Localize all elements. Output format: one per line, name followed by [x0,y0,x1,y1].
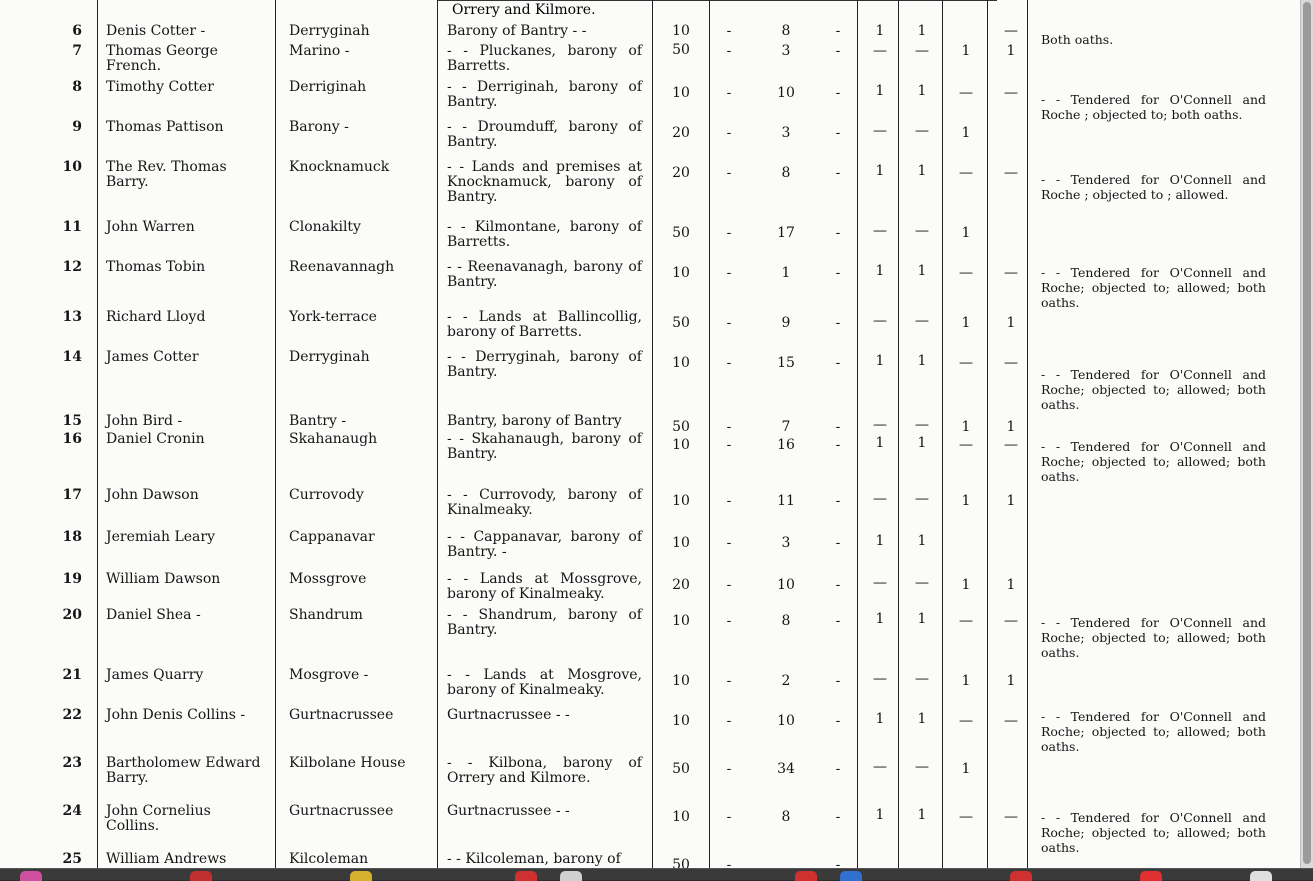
property-value: 50 [672,857,690,868]
property-value: 20 [672,125,690,141]
separator-dash: - [835,419,841,435]
property-value: 10 [672,535,690,551]
tally-cell: — [1004,613,1018,629]
separator-dash: - [835,265,841,281]
separator-dash: - [835,85,841,101]
note-cell: - - Tendered for O'Connell and Roche; objected to; allowed; both oaths. [1041,709,1266,754]
row-number: 23 [62,755,82,771]
voter-name: Daniel Cronin [106,431,205,447]
voter-abode: Mossgrove [289,571,367,587]
property-description: - - Kilmontane, barony of Barretts. [447,219,642,250]
tally-cell: 1 [961,43,971,59]
separator-dash: - [835,165,841,181]
years-value: 7 [781,419,791,435]
separator-dash: - [726,43,732,59]
property-value: 50 [672,225,690,241]
property-value: 10 [672,613,690,629]
tally-cell: 1 [1006,673,1016,689]
column-rule [942,0,943,868]
tally-cell: — [915,313,929,329]
separator-dash: - [726,225,732,241]
years-value: 1 [781,265,791,281]
tally-cell: — [1004,437,1018,453]
column-rule [652,0,653,868]
property-value: 50 [672,419,690,435]
years-value: 2 [781,673,791,689]
note-cell: - - Tendered for O'Connell and Roche; objected to; allowed; both oaths. [1041,615,1266,660]
voter-name: Jeremiah Leary [106,529,215,545]
voter-name: James Quarry [106,667,204,683]
separator-dash: - [835,673,841,689]
property-description: - - Skahanaugh, barony of Bantry. [447,431,642,462]
separator-dash: - [726,355,732,371]
separator-dash: - [835,125,841,141]
row-number: 24 [62,803,82,819]
tally-cell: 1 [961,125,971,141]
voter-name: John Denis Collins - [106,707,246,723]
years-value: 10 [777,85,795,101]
voter-name: William Andrews [106,851,227,867]
tally-cell: — [1004,165,1018,181]
row-number: 11 [62,219,82,235]
years-value: 34 [777,761,795,777]
tally-cell: 1 [917,711,927,727]
voter-abode: York-terrace [289,309,377,325]
tally-cell: 1 [875,611,885,627]
row-number: 6 [72,23,82,39]
separator-dash: - [726,713,732,729]
separator-dash: - [726,761,732,777]
voter-name: Denis Cotter - [106,23,206,39]
voter-abode: Reenavannagh [289,259,395,275]
years-value: 3 [781,535,791,551]
separator-dash: - [726,23,732,39]
property-description: - - Kilcoleman, barony of [447,851,621,867]
row-number: 14 [62,349,82,365]
tally-cell: 1 [1006,43,1016,59]
voter-name: James Cotter [106,349,199,365]
property-description: - - Reenavanagh, barony of Bantry. [447,259,642,290]
tally-cell: — [915,575,929,591]
tally-cell: 1 [961,225,971,241]
years-value: 9 [781,315,791,331]
table-top-rule [437,0,997,1]
property-description: - - Kilbona, barony of Orrery and Kilmore. [447,755,642,786]
years-value: 8 [781,23,791,39]
property-value: 10 [672,23,690,39]
column-rule [275,0,276,868]
tally-cell: — [915,417,929,433]
vertical-scrollbar[interactable] [1300,0,1313,868]
column-rule [857,0,858,868]
note-cell: - - Tendered for O'Connell and Roche; objected to; allowed; both oaths. [1041,439,1266,484]
column-rule [709,0,710,868]
tally-cell: 1 [917,435,927,451]
tally-cell: 1 [917,807,927,823]
voter-abode: Bantry - [289,413,347,429]
voter-name: John Cornelius Collins. [106,803,211,834]
voter-name: The Rev. Thomas Barry. [106,159,227,190]
row-number: 8 [72,79,82,95]
tally-cell: — [873,491,887,507]
property-description: - - Derryginah, barony of Bantry. [447,349,642,380]
property-value: 20 [672,165,690,181]
voter-name: Thomas Pattison [106,119,224,135]
property-description: - - Pluckanes, barony of Barretts. [447,43,642,74]
voter-name: John Dawson [106,487,199,503]
separator-dash: - [726,165,732,181]
tally-cell: — [959,355,973,371]
row-number: 18 [62,529,82,545]
voter-abode: Knocknamuck [289,159,390,175]
voter-abode: Clonakilty [289,219,361,235]
voter-abode: Skahanaugh [289,431,378,447]
separator-dash: - [726,125,732,141]
voter-abode: Gurtnacrussee [289,803,394,819]
note-cell: - - Tendered for O'Connell and Roche ; objected to; both oaths. [1041,92,1266,122]
tally-cell: — [915,671,929,687]
separator-dash: - [726,809,732,825]
row-number: 16 [62,431,82,447]
tally-cell: — [915,223,929,239]
property-description: Gurtnacrussee - - [447,707,570,723]
voter-abode: Gurtnacrussee [289,707,394,723]
column-rule [437,0,438,868]
taskbar [0,868,1313,880]
voter-name: Daniel Shea - [106,607,201,623]
tally-cell: 1 [917,23,927,39]
years-value: 17 [777,225,795,241]
tally-cell: 1 [875,533,885,549]
row-number: 12 [62,259,82,275]
row-number: 15 [62,413,82,429]
tally-cell: 1 [961,577,971,593]
tally-cell: — [959,613,973,629]
property-description: Barony of Bantry - - [447,23,587,39]
tally-cell: — [915,43,929,59]
row-number: 25 [62,851,82,867]
tally-cell: 1 [917,533,927,549]
years-value: 3 [781,43,791,59]
tally-cell: — [1004,713,1018,729]
tally-cell: — [1004,85,1018,101]
tally-cell: 1 [961,493,971,509]
tally-cell: 1 [1006,577,1016,593]
tally-cell: 1 [917,353,927,369]
separator-dash: - [726,437,732,453]
property-description: - - Derriginah, barony of Bantry. [447,79,642,110]
row-number: 20 [62,607,82,623]
tally-cell: 1 [961,761,971,777]
separator-dash: - [726,857,732,868]
tally-cell: 1 [961,673,971,689]
property-description: - - Shandrum, barony of Bantry. [447,607,642,638]
tally-cell: 1 [875,435,885,451]
tally-cell: — [959,265,973,281]
property-value: 20 [672,577,690,593]
separator-dash: - [726,419,732,435]
separator-dash: - [835,23,841,39]
property-value: 10 [672,265,690,281]
tally-cell: — [959,165,973,181]
note-cell: - - Tendered for O'Connell and Roche; objected to; allowed; both oaths. [1041,367,1266,412]
separator-dash: - [726,673,732,689]
tally-cell: 1 [917,263,927,279]
property-value: 50 [672,761,690,777]
row-number: 13 [62,309,82,325]
property-value: 10 [672,85,690,101]
property-description: Gurtnacrussee - - [447,803,570,819]
voter-abode: Barony - [289,119,349,135]
voter-name: Timothy Cotter [106,79,214,95]
tally-cell: 1 [875,163,885,179]
years-value: 11 [777,493,795,509]
tally-cell: — [959,713,973,729]
separator-dash: - [726,613,732,629]
separator-dash: - [726,577,732,593]
voter-abode: Marino - [289,43,350,59]
tally-cell: 1 [875,23,885,39]
voter-abode: Derriginah [289,79,367,95]
separator-dash: - [835,857,841,868]
voter-abode: Kilbolane House [289,755,406,771]
voter-name: Richard Lloyd [106,309,206,325]
voter-name: Bartholomew Edward Barry. [106,755,261,786]
years-value: 3 [781,125,791,141]
separator-dash: - [835,355,841,371]
note-cell: - - Tendered for O'Connell and Roche ; objected to ; allowed. [1041,172,1266,202]
property-value: 10 [672,713,690,729]
tally-cell: 1 [875,353,885,369]
separator-dash: - [835,315,841,331]
tally-cell: — [873,759,887,775]
separator-dash: - [726,315,732,331]
row-number: 17 [62,487,82,503]
property-description: - - Lands at Mossgrove, barony of Kinalmeaky. [447,571,642,602]
tally-cell: — [873,417,887,433]
voter-name: John Warren [106,219,195,235]
scrollbar-thumb[interactable] [1303,2,1311,864]
voter-abode: Shandrum [289,607,363,623]
tally-cell: 1 [1006,419,1016,435]
years-value: 10 [777,577,795,593]
tally-cell: 1 [875,83,885,99]
separator-dash: - [726,265,732,281]
continued-property-text: Orrery and Kilmore. [452,2,596,18]
years-value: 16 [777,437,795,453]
row-number: 21 [62,667,82,683]
separator-dash: - [726,85,732,101]
column-rule [97,0,98,868]
property-description: - - Droumduff, barony of Bantry. [447,119,642,150]
tally-cell: 1 [961,315,971,331]
property-value: 10 [672,493,690,509]
property-value: 50 [672,42,690,58]
years-value: 15 [777,355,795,371]
tally-cell: — [915,491,929,507]
voter-name: Thomas George French. [106,43,218,74]
note-cell: Both oaths. [1041,32,1114,47]
tally-cell: — [1004,809,1018,825]
tally-cell: — [873,313,887,329]
voter-name: William Dawson [106,571,221,587]
tally-cell: — [1004,355,1018,371]
tally-cell: — [873,223,887,239]
tally-cell: 1 [875,263,885,279]
note-cell: - - Tendered for O'Connell and Roche; objected to; allowed; both oaths. [1041,810,1266,855]
row-number: 22 [62,707,82,723]
row-number: 19 [62,571,82,587]
voter-name: John Bird - [106,413,183,429]
years-value: 10 [777,713,795,729]
separator-dash: - [835,761,841,777]
column-rule [1027,0,1028,868]
tally-cell: — [873,123,887,139]
row-number: 10 [62,159,82,175]
separator-dash: - [835,613,841,629]
separator-dash: - [835,713,841,729]
separator-dash: - [726,493,732,509]
separator-dash: - [835,577,841,593]
property-value: 10 [672,809,690,825]
separator-dash: - [835,43,841,59]
voter-name: Thomas Tobin [106,259,206,275]
voter-abode: Cappanavar [289,529,375,545]
tally-cell: — [1004,23,1018,39]
property-value: 10 [672,673,690,689]
years-value: 8 [781,809,791,825]
tally-cell: — [873,575,887,591]
separator-dash: - [835,809,841,825]
tally-cell: — [915,759,929,775]
voter-abode: Mosgrove - [289,667,369,683]
property-description: - - Cappanavar, barony of Bantry. - [447,529,642,560]
separator-dash: - [835,493,841,509]
tally-cell: — [915,123,929,139]
separator-dash: - [726,535,732,551]
property-description: - - Lands at Ballincollig, barony of Barretts. [447,309,642,340]
voter-abode: Derryginah [289,23,370,39]
separator-dash: - [835,225,841,241]
tally-cell: 1 [961,419,971,435]
tally-cell: — [873,43,887,59]
column-rule [987,0,988,868]
column-rule [898,0,899,868]
property-description: Bantry, barony of Bantry [447,413,622,429]
row-number: 7 [72,43,82,59]
row-number: 9 [72,119,82,135]
property-description: - - Lands and premises at Knocknamuck, barony of Bantry. [447,159,642,205]
property-description: - - Currovody, barony of Kinalmeaky. [447,487,642,518]
note-cell: - - Tendered for O'Connell and Roche; objected to; allowed; both oaths. [1041,265,1266,310]
property-value: 10 [672,437,690,453]
years-value: 8 [781,165,791,181]
voter-abode: Derryginah [289,349,370,365]
tally-cell: 1 [917,163,927,179]
tally-cell: 1 [875,711,885,727]
property-description: - - Lands at Mosgrove, barony of Kinalmeaky. [447,667,642,698]
tally-cell: — [1004,265,1018,281]
tally-cell: 1 [1006,315,1016,331]
tally-cell: — [959,809,973,825]
tally-cell: — [959,85,973,101]
tally-cell: 1 [917,83,927,99]
separator-dash: - [835,535,841,551]
property-value: 10 [672,355,690,371]
voter-abode: Currovody [289,487,364,503]
voter-abode: Kilcoleman [289,851,369,867]
property-value: 50 [672,315,690,331]
years-value: 8 [781,613,791,629]
separator-dash: - [835,437,841,453]
tally-cell: 1 [875,807,885,823]
tally-cell: 1 [917,611,927,627]
tally-cell: — [873,671,887,687]
tally-cell: 1 [1006,493,1016,509]
tally-cell: — [959,437,973,453]
